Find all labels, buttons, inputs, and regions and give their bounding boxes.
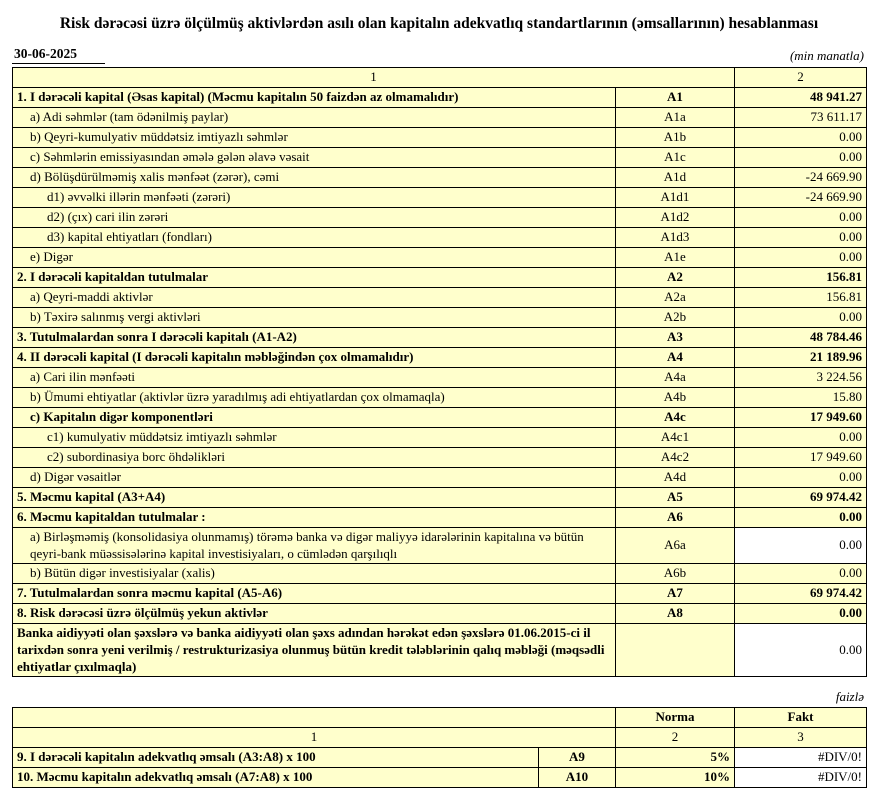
- table-row: [13, 88, 867, 108]
- table-row: [13, 328, 867, 348]
- row-code: A4c1: [616, 428, 735, 448]
- table-row: [13, 228, 867, 248]
- row-label: e) Digər: [13, 248, 616, 268]
- row-code: A1b: [616, 128, 735, 148]
- row-code: A1e: [616, 248, 735, 268]
- row-value: 0.00: [735, 564, 867, 584]
- row-code: A7: [616, 584, 735, 604]
- ratio-norma-value: 10%: [616, 768, 735, 788]
- table-row: [13, 148, 867, 168]
- row-code: A1d: [616, 168, 735, 188]
- row-code: A5: [616, 488, 735, 508]
- table-row: [13, 248, 867, 268]
- table-row: [13, 108, 867, 128]
- row-code: A4b: [616, 388, 735, 408]
- table-row: [13, 168, 867, 188]
- column-number-2: 2: [735, 68, 867, 88]
- row-label: 4. II dərəcəli kapital (I dərəcəli kapitalın məbləğindən çox olmamalıdır): [13, 348, 616, 368]
- ratio-code: A9: [539, 748, 616, 768]
- row-value: 0.00: [735, 428, 867, 448]
- spacer: [12, 677, 866, 689]
- row-value: 0.00: [735, 508, 867, 528]
- row-label: 5. Məcmu kapital (A3+A4): [13, 488, 616, 508]
- row-label: c) Kapitalın digər komponentləri: [13, 408, 616, 428]
- table-row: [13, 128, 867, 148]
- row-label: b) Bütün digər investisiyalar (xalis): [13, 564, 616, 584]
- row-label: d2) (çıx) cari ilin zərəri: [13, 208, 616, 228]
- ratio-fakt-value: #DIV/0!: [735, 768, 867, 788]
- table-row: [13, 288, 867, 308]
- row-code: A4: [616, 348, 735, 368]
- table-row: [13, 268, 867, 288]
- row-value: 0.00: [735, 468, 867, 488]
- ratio-number-header-row: [13, 728, 867, 748]
- ratio-row: [13, 768, 867, 788]
- row-code: A1: [616, 88, 735, 108]
- row-value: 48 784.46: [735, 328, 867, 348]
- table-row: [13, 468, 867, 488]
- row-label: 6. Məcmu kapitaldan tutulmalar :: [13, 508, 616, 528]
- row-code: A1d3: [616, 228, 735, 248]
- ratio-col-2: 2: [616, 728, 735, 748]
- table-row: [13, 388, 867, 408]
- row-value: 0.00: [735, 148, 867, 168]
- ratio-code: A10: [539, 768, 616, 788]
- row-code: A2a: [616, 288, 735, 308]
- ratio-label: 10. Məcmu kapitalın adekvatlıq əmsalı (A7:A8) x 100: [13, 768, 539, 788]
- table-row: [13, 308, 867, 328]
- row-code: A4c: [616, 408, 735, 428]
- row-label: 3. Tutulmalardan sonra I dərəcəli kapitalı (A1-A2): [13, 328, 616, 348]
- row-label: 1. I dərəcəli kapital (Əsas kapital) (Məcmu kapitalın 50 faizdən az olmamalıdır): [13, 88, 616, 108]
- table-row: [13, 624, 867, 677]
- table-row: [13, 188, 867, 208]
- row-label: Banka aidiyyəti olan şəxslərə və banka aidiyyəti olan şəxs adından hərəkət edən şəxslərə 01.06.2015-ci il tarixdən sonra yeni verilmiş / restrukturizasiya olunmuş bütün kredit tələblərinin qalıq məbləği (məqsədli ehtiyatlar çıxılmaqla): [13, 624, 616, 677]
- table-row: [13, 428, 867, 448]
- table-row: [13, 564, 867, 584]
- row-value: 73 611.17: [735, 108, 867, 128]
- row-code: [616, 624, 735, 677]
- row-value: 0.00: [735, 604, 867, 624]
- table-row: [13, 528, 867, 564]
- column-number-1: 1: [13, 68, 735, 88]
- row-value: 21 189.96: [735, 348, 867, 368]
- row-label: a) Birləşməmiş (konsolidasiya olunmamış) törəmə banka və digər maliyyə idarələrinin kapitalına və bütün qeyri-bank müəssisələrinə kapital investisiyaları, o cümlədən qarşılıqlı: [13, 528, 616, 564]
- row-code: A2b: [616, 308, 735, 328]
- row-value: 156.81: [735, 268, 867, 288]
- row-label: a) Cari ilin mənfəəti: [13, 368, 616, 388]
- ratio-norma-value: 5%: [616, 748, 735, 768]
- adequacy-ratio-table: [12, 707, 867, 788]
- row-value: 17 949.60: [735, 408, 867, 428]
- report-date: 30-06-2025: [12, 46, 105, 64]
- row-code: A1d2: [616, 208, 735, 228]
- row-code: A1c: [616, 148, 735, 168]
- row-value: 0.00: [735, 308, 867, 328]
- norma-header: Norma: [616, 708, 735, 728]
- row-value: 156.81: [735, 288, 867, 308]
- table-row: [13, 604, 867, 624]
- row-label: 8. Risk dərəcəsi üzrə ölçülmüş yekun aktivlər: [13, 604, 616, 624]
- column-number-header-row: [13, 68, 867, 88]
- table-row: [13, 368, 867, 388]
- table-row: [13, 408, 867, 428]
- table-row: [13, 448, 867, 468]
- row-value: 0.00: [735, 128, 867, 148]
- row-label: a) Qeyri-maddi aktivlər: [13, 288, 616, 308]
- row-label: b) Təxirə salınmış vergi aktivləri: [13, 308, 616, 328]
- row-value: 0.00: [735, 228, 867, 248]
- row-code: A6: [616, 508, 735, 528]
- ratio-col-3: 3: [735, 728, 867, 748]
- fakt-header: Fakt: [735, 708, 867, 728]
- table-row: [13, 208, 867, 228]
- row-code: A4d: [616, 468, 735, 488]
- row-label: d) Digər vəsaitlər: [13, 468, 616, 488]
- ratio-header-empty: [13, 708, 616, 728]
- capital-table: [12, 67, 867, 677]
- row-label: b) Qeyri-kumulyativ müddətsiz imtiyazlı səhmlər: [13, 128, 616, 148]
- row-code: A6a: [616, 528, 735, 564]
- ratio-label: 9. I dərəcəli kapitalın adekvatlıq əmsalı (A3:A8) x 100: [13, 748, 539, 768]
- table-row: [13, 508, 867, 528]
- table-row: [13, 348, 867, 368]
- row-label: 7. Tutulmalardan sonra məcmu kapital (A5-A6): [13, 584, 616, 604]
- row-value: -24 669.90: [735, 188, 867, 208]
- row-label: d3) kapital ehtiyatları (fondları): [13, 228, 616, 248]
- ratio-header-row: [13, 708, 867, 728]
- row-value: 0.00: [735, 208, 867, 228]
- ratio-row: [13, 748, 867, 768]
- row-value: 15.80: [735, 388, 867, 408]
- row-code: A4c2: [616, 448, 735, 468]
- row-code: A3: [616, 328, 735, 348]
- row-value: 3 224.56: [735, 368, 867, 388]
- row-code: A1d1: [616, 188, 735, 208]
- row-value: 17 949.60: [735, 448, 867, 468]
- percent-note: faizlə: [835, 689, 864, 705]
- row-code: A8: [616, 604, 735, 624]
- row-label: c2) subordinasiya borc öhdəlikləri: [13, 448, 616, 468]
- row-value: 69 974.42: [735, 584, 867, 604]
- table-row: [13, 584, 867, 604]
- row-code: A1a: [616, 108, 735, 128]
- row-label: d1) əvvəlki illərin mənfəəti (zərəri): [13, 188, 616, 208]
- row-value: 69 974.42: [735, 488, 867, 508]
- row-value: 0.00: [735, 528, 867, 564]
- meta-row: [12, 46, 866, 64]
- ratio-fakt-value: #DIV/0!: [735, 748, 867, 768]
- row-value: -24 669.90: [735, 168, 867, 188]
- row-label: b) Ümumi ehtiyatlar (aktivlər üzrə yaradılmış adi ehtiyatlardan çox olmamaqla): [13, 388, 616, 408]
- row-label: a) Adi səhmlər (tam ödənilmiş paylar): [13, 108, 616, 128]
- row-label: 2. I dərəcəli kapitaldan tutulmalar: [13, 268, 616, 288]
- unit-note: (min manatla): [789, 48, 864, 64]
- row-code: A4a: [616, 368, 735, 388]
- row-label: c) Səhmlərin emissiyasından əmələ gələn əlavə vəsait: [13, 148, 616, 168]
- ratio-col-1: 1: [13, 728, 616, 748]
- row-label: c1) kumulyativ müddətsiz imtiyazlı səhmlər: [13, 428, 616, 448]
- row-value: 0.00: [735, 248, 867, 268]
- report-title: Risk dərəcəsi üzrə ölçülmüş aktivlərdən asılı olan kapitalın adekvatlıq standartlarının (əmsallarının) hesablanması: [59, 15, 819, 32]
- row-label: d) Bölüşdürülməmiş xalis mənfəət (zərər), cəmi: [13, 168, 616, 188]
- row-code: A6b: [616, 564, 735, 584]
- row-value: 48 941.27: [735, 88, 867, 108]
- row-code: A2: [616, 268, 735, 288]
- row-value: 0.00: [735, 624, 867, 677]
- table-row: [13, 488, 867, 508]
